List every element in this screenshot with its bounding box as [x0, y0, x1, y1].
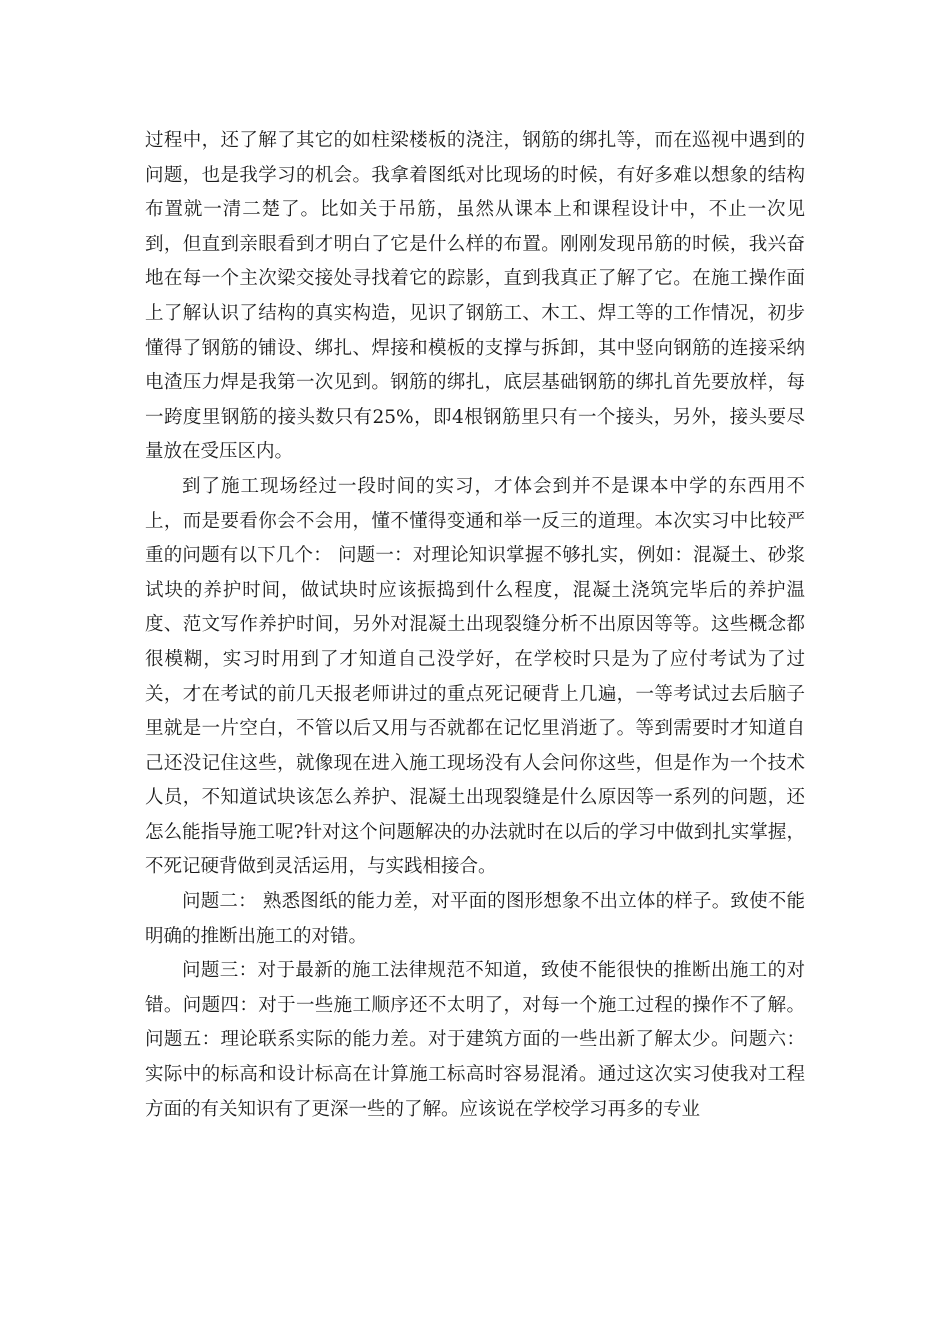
paragraph-4: 问题三：对于最新的施工法律规范不知道，致使不能很快的推断出施工的对错。问题四：对于一些施工顺序还不太明了，对每一个施工过程的操作不了解。问题五：理论联系实际的能力差。对于建筑方面的一些出新了解太少。问题六：实际中的标高和设计标高在计算施工标高时容易混淆。通过这次实习使我对工程方面的有关知识有了更深一些的了解。应该说在学校学习再多的专业: [145, 960, 805, 1120]
body-text: [145, 124, 805, 1127]
paragraph-1: 过程中，还了解了其它的如柱梁楼板的浇注，钢筋的绑扎等，而在巡视中遇到的问题，也是我学习的机会。我拿着图纸对比现场的时候，有好多难以想象的结构布置就一清二楚了。比如关于吊筋，虽然从课本上和课程设计中，不止一次见到，但直到亲眼看到才明白了它是什么样的布置。刚刚发现吊筋的时候，我兴奋地在每一个主次梁交接处寻找着它的踪影，直到我真正了解了它。在施工操作面上了解认识了结构的真实构造，见识了钢筋工、木工、焊工等的工作情况，初步懂得了钢筋的铺设、绑扎、焊接和模板的支撑与拆卸，其中竖向钢筋的连接采纳电渣压力焊是我第一次见到。钢筋的绑扎，底层基础钢筋的绑扎首先要放样，每一跨度里钢筋的接头数只有25%，即4根钢筋里只有一个接头，另外，接头要尽量放在受压区内。: [145, 130, 805, 463]
paragraph-2: 到了施工现场经过一段时间的实习，才体会到并不是课本中学的东西用不上，而是要看你会不会用，懂不懂得变通和举一反三的道理。本次实习中比较严重的问题有以下几个： 问题一：对理论知识掌握不够扎实，例如：混凝土、砂浆试块的养护时间，做试块时应该振捣到什么程度，混凝土浇筑完毕后的养护温度、范文写作养护时间，另外对混凝土出现裂缝分析不出原因等等。这些概念都很模糊，实习时用到了才知道自己没学好，在学校时只是为了应付考试为了过关，才在考试的前几天报老师讲过的重点死记硬背上几遍，一等考试过去后脑子里就是一片空白，不管以后又用与否就都在记忆里消逝了。等到需要时才知道自己还没记住这些，就像现在进入施工现场没有人会问你这些，但是作为一个技术人员，不知道试块该怎么养护、混凝土出现裂缝是什么原因等一系列的问题，还怎么能指导施工呢?针对这个问题解决的办法就时在以后的学习中做到扎实掌握，不死记硬背做到灵活运用，与实践相接合。: [145, 475, 805, 878]
paragraph-3: 问题二： 熟悉图纸的能力差，对平面的图形想象不出立体的样子。致使不能明确的推断出施工的对错。: [145, 891, 805, 947]
